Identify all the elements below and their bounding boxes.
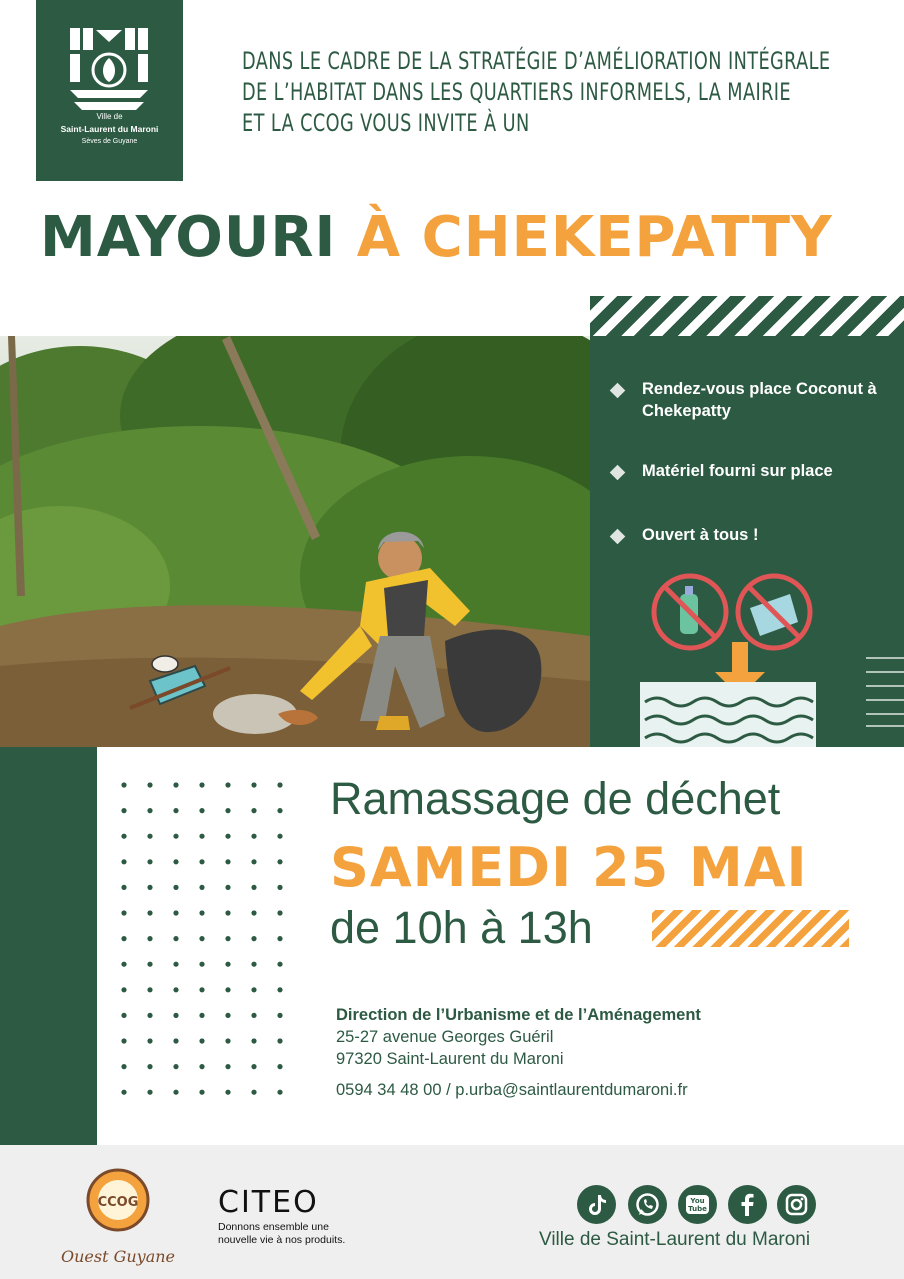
decorative-dot — [277, 1038, 282, 1043]
decorative-dot — [225, 782, 230, 787]
decorative-dot — [225, 808, 230, 813]
decorative-dot — [199, 936, 204, 941]
intro-line1: DANS LE CADRE DE LA STRATÉGIE D’AMÉLIORATION INTÉGRALE — [242, 47, 831, 75]
decorative-dot — [173, 859, 178, 864]
decorative-dot — [225, 987, 230, 992]
bullet-diamond-icon — [610, 383, 626, 399]
decorative-dot — [147, 834, 152, 839]
decorative-dot — [225, 936, 230, 941]
ccog-logo — [56, 1160, 181, 1270]
decorative-dot — [147, 987, 152, 992]
youtube-icon[interactable] — [678, 1185, 717, 1224]
intro-text — [242, 46, 831, 139]
decorative-dot — [225, 885, 230, 890]
contact-block — [336, 1004, 701, 1101]
decorative-bar — [0, 747, 97, 1145]
instagram-icon[interactable] — [777, 1185, 816, 1224]
decorative-dot — [199, 1013, 204, 1018]
decorative-dot — [199, 1038, 204, 1043]
social-links — [577, 1185, 817, 1225]
decorative-dot — [147, 808, 152, 813]
decorative-dot — [225, 859, 230, 864]
city-logo — [36, 0, 183, 181]
decorative-dot-grid — [116, 777, 296, 1097]
no-plastic-in-water-icon — [640, 572, 830, 747]
logo-line3: Sèves de Guyane — [81, 138, 138, 145]
decorative-dot — [199, 808, 204, 813]
decorative-dot — [199, 782, 204, 787]
decorative-dot — [173, 1064, 178, 1069]
decorative-dot — [121, 1064, 126, 1069]
decorative-dot — [251, 910, 256, 915]
decorative-dot — [225, 1013, 230, 1018]
contact-phone-email[interactable]: 0594 34 48 00 / p.urba@saintlaurentdumaroni.fr — [336, 1081, 688, 1099]
decorative-dot — [277, 962, 282, 967]
decorative-dot — [199, 987, 204, 992]
decorative-dot — [121, 859, 126, 864]
decorative-dot — [173, 808, 178, 813]
contact-organization: Direction de l’Urbanisme et de l’Aménagement — [336, 1006, 701, 1024]
svg-text:You: You — [690, 1197, 705, 1205]
decorative-dot — [147, 910, 152, 915]
decorative-dot — [121, 987, 126, 992]
decorative-dot — [173, 1090, 178, 1095]
decorative-dot — [121, 1013, 126, 1018]
decorative-stripes — [590, 296, 904, 336]
decorative-dot — [199, 1090, 204, 1095]
decorative-dot — [225, 962, 230, 967]
decorative-dot — [277, 834, 282, 839]
ccog-name: CCOG — [97, 1195, 139, 1210]
decorative-dot — [121, 782, 126, 787]
title-part2: À CHEKEPATTY — [356, 205, 833, 270]
decorative-dot — [147, 936, 152, 941]
decorative-dot — [251, 782, 256, 787]
decorative-dot — [277, 859, 282, 864]
decorative-dot — [277, 885, 282, 890]
decorative-dot — [251, 885, 256, 890]
event-activity: Ramassage de déchet — [330, 773, 781, 824]
decorative-dot — [147, 1038, 152, 1043]
decorative-dot — [173, 1013, 178, 1018]
intro-line3: ET LA CCOG VOUS INVITE À UN — [242, 109, 530, 137]
decorative-dot — [225, 1090, 230, 1095]
decorative-dot — [147, 1064, 152, 1069]
decorative-dot — [199, 834, 204, 839]
decorative-dot — [173, 1038, 178, 1043]
decorative-dot — [251, 936, 256, 941]
logo-line2: Saint-Laurent du Maroni — [60, 124, 159, 134]
decorative-dot — [277, 936, 282, 941]
decorative-dot — [277, 910, 282, 915]
decorative-dot — [147, 962, 152, 967]
citeo-tagline-1: Donnons ensemble une — [218, 1221, 329, 1233]
decorative-dot — [251, 1038, 256, 1043]
decorative-dot — [173, 936, 178, 941]
citeo-logo — [218, 1185, 345, 1246]
contact-address-line1: 25-27 avenue Georges Guéril — [336, 1028, 554, 1046]
decorative-dot — [199, 1064, 204, 1069]
decorative-dot — [121, 808, 126, 813]
contact-address-line2: 97320 Saint-Laurent du Maroni — [336, 1050, 564, 1068]
decorative-dot — [277, 808, 282, 813]
decorative-dot — [121, 834, 126, 839]
decorative-dot — [121, 885, 126, 890]
decorative-dot — [251, 1090, 256, 1095]
main-title — [40, 205, 880, 270]
decorative-stripes-yellow — [652, 910, 849, 947]
decorative-dot — [173, 910, 178, 915]
decorative-dot — [277, 782, 282, 787]
intro-line2: DE L’HABITAT DANS LES QUARTIERS INFORMELS, LA MAIRIE — [242, 78, 792, 106]
tiktok-icon[interactable] — [577, 1185, 616, 1224]
whatsapp-icon[interactable] — [628, 1185, 667, 1224]
decorative-dot — [277, 987, 282, 992]
decorative-dot — [173, 782, 178, 787]
decorative-dot — [147, 782, 152, 787]
event-date: SAMEDI 25 MAI — [330, 836, 808, 899]
title-part1: MAYOURI — [40, 205, 337, 270]
bullet-diamond-icon — [610, 529, 626, 545]
decorative-dot — [225, 910, 230, 915]
decorative-dot — [225, 834, 230, 839]
decorative-dot — [199, 962, 204, 967]
decorative-dot — [277, 1064, 282, 1069]
info-item-text: Matériel fourni sur place — [642, 462, 833, 480]
decorative-dot — [251, 987, 256, 992]
decorative-dot — [121, 1038, 126, 1043]
decorative-dot — [173, 962, 178, 967]
decorative-dot — [225, 1064, 230, 1069]
cleanup-photo — [0, 336, 590, 747]
decorative-dot — [277, 1090, 282, 1095]
decorative-dot — [121, 1090, 126, 1095]
decorative-dot — [277, 1013, 282, 1018]
event-time: de 10h à 13h — [330, 902, 593, 953]
city-emblem-icon — [70, 28, 148, 110]
decorative-dot — [121, 936, 126, 941]
decorative-dot — [251, 1064, 256, 1069]
decorative-dot — [147, 1013, 152, 1018]
decorative-dot — [121, 962, 126, 967]
facebook-icon[interactable] — [728, 1185, 767, 1224]
decorative-dot — [251, 834, 256, 839]
citeo-tagline-2: nouvelle vie à nos produits. — [218, 1234, 346, 1246]
decorative-lines — [866, 656, 904, 728]
citeo-brand: CITEO — [218, 1185, 319, 1220]
decorative-dot — [225, 1038, 230, 1043]
ccog-script: Ouest Guyane — [60, 1247, 176, 1266]
decorative-dot — [147, 859, 152, 864]
bullet-diamond-icon — [610, 465, 626, 481]
svg-text:Tube: Tube — [688, 1205, 707, 1213]
decorative-dot — [251, 962, 256, 967]
decorative-dot — [147, 885, 152, 890]
decorative-dot — [251, 1013, 256, 1018]
decorative-dot — [121, 910, 126, 915]
info-item-text: Rendez-vous place Coconut à Chekepatty — [642, 380, 877, 420]
decorative-dot — [251, 859, 256, 864]
decorative-dot — [199, 885, 204, 890]
decorative-dot — [173, 987, 178, 992]
logo-line1: Ville de — [96, 112, 123, 121]
decorative-dot — [251, 808, 256, 813]
decorative-dot — [199, 859, 204, 864]
decorative-dot — [173, 885, 178, 890]
decorative-dot — [199, 910, 204, 915]
footer-city-name: Ville de Saint-Laurent du Maroni — [539, 1229, 811, 1250]
decorative-dot — [147, 1090, 152, 1095]
decorative-dot — [173, 834, 178, 839]
info-item-text: Ouvert à tous ! — [642, 526, 759, 544]
